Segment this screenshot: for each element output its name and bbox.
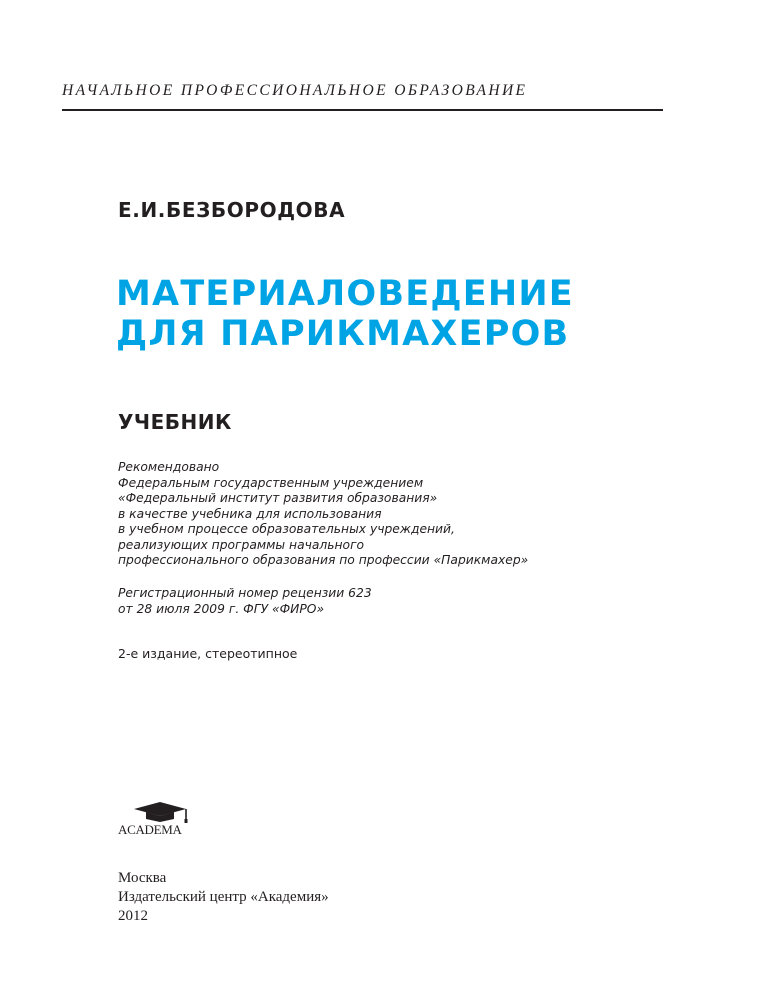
mortarboard-icon [128,801,190,823]
approval-line: реализующих программы начального [118,537,365,552]
approval-line: Рекомендовано [118,460,220,474]
series-title: НАЧАЛЬНОЕ ПРОФЕССИОНАЛЬНОЕ ОБРАЗОВАНИЕ [62,82,528,99]
academia-logo [118,801,198,839]
approval-line: в учебном процессе образовательных учреждений, [118,522,455,536]
edition-note: 2-е издание, стереотипное [118,646,298,661]
approval-line: «Федеральный институт развития образования» [118,491,438,505]
approval-line: профессионального образования по профессии «Парикмахер» [118,553,529,567]
registration-line: от 28 июля 2009 г. ФГУ «ФИРО» [118,601,325,616]
header-rule [62,109,663,111]
book-type: УЧЕБНИК [118,410,232,434]
registration-block [118,586,372,617]
approval-block [118,460,528,569]
publisher-city: Москва [118,870,167,886]
author-name: Е.И.БЕЗБОРОДОВА [118,198,346,222]
registration-line: Регистрационный номер рецензии 623 [118,586,372,600]
publisher-block [118,869,329,926]
book-title [116,274,574,354]
publication-year: 2012 [118,908,148,924]
book-title-line-1: МАТЕРИАЛОВЕДЕНИЕ [116,274,574,314]
approval-line: в качестве учебника для использования [118,506,382,521]
book-title-line-2: ДЛЯ ПАРИКМАХЕРОВ [116,314,570,354]
approval-line: Федеральным государственным учреждением [118,475,424,490]
logo-wordmark: ACADEMA [118,822,182,837]
publisher-name: Издательский центр «Академия» [118,889,329,905]
